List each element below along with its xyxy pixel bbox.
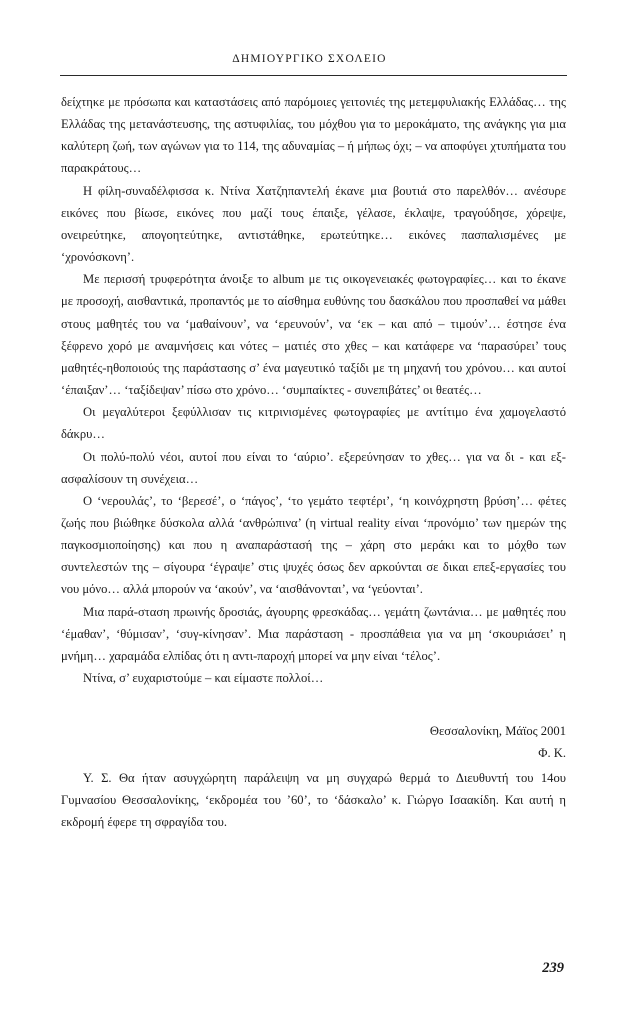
page-number: 239 xyxy=(542,960,564,976)
paragraph: Ντίνα, σ’ ευχαριστούμε – και είμαστε πολλοί… xyxy=(83,671,324,686)
place-date: Θεσσαλονίκη, Μάϊος 2001 xyxy=(429,724,566,738)
paragraph-continuation: δείχτηκε με πρόσωπα και καταστάσεις από παρόμοιες γειτονιές της μετεμφυλιακής Ελλάδας… της Ελλάδας της μετανάστευσης, της αστυφιλίας, του μόχθου για το μεροκάματο, της ανάγκης για μια καλύτερη ζωή, των αγώνων για το 114, της αδυναμίας – ή μήπως όχι; – να αποφύγει χτυπήματα του παρακράτους… xyxy=(61,95,566,176)
author-initials: Φ. Κ. xyxy=(538,746,566,760)
paragraph: Οι πολύ-πολύ νέοι, αυτοί που είναι το ‘αύριο’. εξερεύνησαν το χθες… για να δι - και εξ-ασφαλίσουν τη συνέχεια… xyxy=(61,449,566,486)
paragraph: Με περισσή τρυφερότητα άνοιξε το album με τις οικογενειακές φωτογραφίες… και το έκανε με προσοχή, αισθαντικά, προπαντός με το αίσθημα ευθύνης του δασκάλου που προσπαθεί να μάθει στους μαθητές του να ‘μαθαίνουν’, να ‘ερευνούν’, να ‘εκ – και από – τιμούν’… έστησε ένα ξέφρενο χορό με αναμνήσεις και νότες – ματιές στο χθες – και κατάφερε να ‘παρασύρει’ τους μαθητές-ηθοποιούς της παράστασης σ’ ένα μαγευτικό ταξίδι με τη μηχανή του χρόνου… και αυτοί ‘έπαιξαν’… ‘ταξίδεψαν’ πίσω στο χρόνο… ‘συμπαίκτες - συνεπιβάτες’ οι θεατές… xyxy=(61,272,566,398)
signature-block xyxy=(61,720,566,764)
paragraph: Μια παρά-σταση πρωινής δροσιάς, άγουρης φρεσκάδας… γεμάτη ζωντάνια… με μαθητές που ‘έμαθαν’, ‘θύμισαν’, ‘συγ-κίνησαν’. Μια παράσταση - προσπάθεια για να μη ‘σκουριάσει’ η μνήμη… χαραμάδα ελπίδας ότι η αντι-παροχή μπορεί να μην είναι ‘τέλος’. xyxy=(61,604,566,663)
paragraph: Ο ‘νερουλάς’, το ‘βερεσέ’, ο ‘πάγος’, ‘το γεμάτο τεφτέρι’, ‘η κοινόχρηστη βρύση’… φέτες ζωής που βιώθηκε δύσκολα αλλά ‘ανθρώπινα’ (η virtual reality είναι ‘προνόμιο’ των ημερών της παγκοσμιοποίησης) και που η αναπαράστασή της – χάρη στο μεράκι και το μόχθο των συντελεστών της – σίγουρα ‘έγραψε’ στις ψυχές όσως δεν αρκούνται σε δικαι επεξ-εργασίες του νου μόνο… αλλά μπορούν να ‘ακούν’, να ‘αισθάνονται’, να ‘γεύονται’. xyxy=(61,493,566,597)
postscript: Υ. Σ. Θα ήταν ασυγχώρητη παράλειψη να μη συγχαρώ θερμά το Διευθυντή του 14ου Γυμνασίου Θεσσαλονίκης, ‘εκδρομέα του ’60’, το ‘δάσκαλο’ κ. Γιώργο Ισαακίδη. Και αυτή η εκδρομή έφερε τη σφραγίδα του. xyxy=(61,771,566,829)
paragraph: Η φίλη-συναδέλφισσα κ. Ντίνα Χατζηπαντελή έκανε μια βουτιά στο παρελθόν… ανέσυρε εικόνες που βίωσε, εικόνες που μαζί τους έπαιξε, γέλασε, έκλαψε, τραγούδησε, χόρεψε, ονειρεύτηκε, απογοητεύτηκε, αντιστάθηκε, ερωτεύτηκε… εικόνες πασπαλισμένες με ‘χρονόσκονη’. xyxy=(61,183,566,265)
running-header: ΔΗΜΙΟΥΡΓΙΚΟ ΣΧΟΛΕΙΟ xyxy=(232,53,387,65)
article-body xyxy=(61,91,566,689)
header-rule xyxy=(60,75,567,76)
paragraph: Οι μεγαλύτεροι ξεφύλλισαν τις κιτρινισμένες φωτογραφίες με αντίτιμο ένα χαμογελαστό δάκρυ… xyxy=(61,405,566,442)
postscript-block xyxy=(61,767,566,833)
